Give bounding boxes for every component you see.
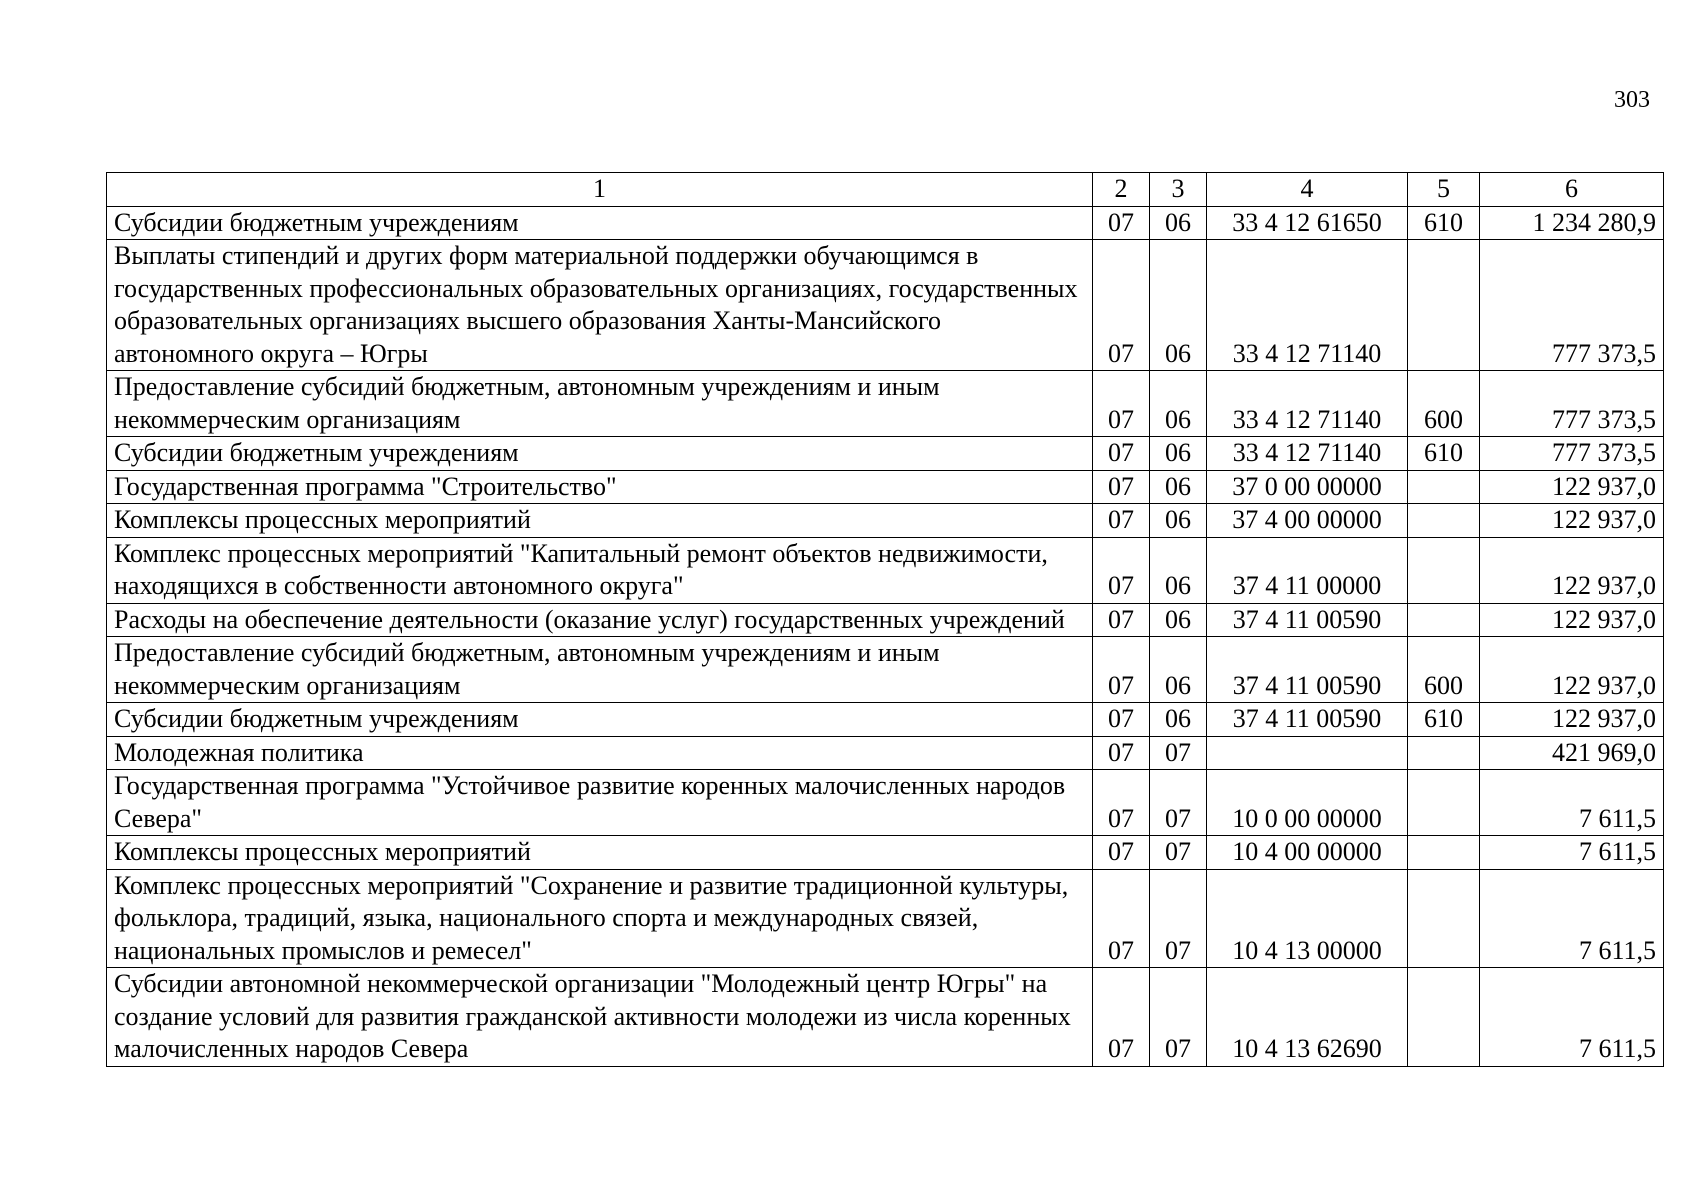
- amount-cell: 122 937,0: [1480, 470, 1664, 504]
- section-code-cell: 07: [1093, 603, 1150, 637]
- amount-cell: 7 611,5: [1480, 968, 1664, 1067]
- amount-cell: 777 373,5: [1480, 371, 1664, 437]
- table-row: [107, 703, 1664, 737]
- expense-type-cell: [1408, 504, 1480, 538]
- target-article-cell: 10 4 13 00000: [1207, 869, 1408, 968]
- section-code-cell: 07: [1093, 206, 1150, 240]
- target-article-cell: 37 4 11 00590: [1207, 637, 1408, 703]
- row-name-cell: Комплекс процессных мероприятий "Капитальный ремонт объектов недвижимости, находящихся в собственности автономного округа": [107, 537, 1093, 603]
- target-article-cell: 10 0 00 00000: [1207, 770, 1408, 836]
- amount-cell: 777 373,5: [1480, 240, 1664, 371]
- table-row: [107, 637, 1664, 703]
- expense-type-cell: 600: [1408, 637, 1480, 703]
- table-row: [107, 603, 1664, 637]
- target-article-cell: 10 4 00 00000: [1207, 836, 1408, 870]
- header-cell-6: 6: [1480, 173, 1664, 207]
- target-article-cell: 33 4 12 71140: [1207, 371, 1408, 437]
- section-code-cell: 07: [1093, 770, 1150, 836]
- row-name-cell: Субсидии бюджетным учреждениям: [107, 437, 1093, 471]
- target-article-cell: 37 4 11 00590: [1207, 603, 1408, 637]
- subsection-code-cell: 07: [1150, 836, 1207, 870]
- subsection-code-cell: 07: [1150, 736, 1207, 770]
- row-name-cell: Государственная программа "Устойчивое развитие коренных малочисленных народов Севера": [107, 770, 1093, 836]
- amount-cell: 122 937,0: [1480, 504, 1664, 538]
- target-article-cell: 37 4 11 00590: [1207, 703, 1408, 737]
- section-code-cell: 07: [1093, 437, 1150, 471]
- header-cell-2: 2: [1093, 173, 1150, 207]
- expense-type-cell: 600: [1408, 371, 1480, 437]
- subsection-code-cell: 06: [1150, 240, 1207, 371]
- amount-cell: 7 611,5: [1480, 836, 1664, 870]
- subsection-code-cell: 07: [1150, 770, 1207, 836]
- section-code-cell: 07: [1093, 637, 1150, 703]
- subsection-code-cell: 06: [1150, 206, 1207, 240]
- expense-type-cell: [1408, 869, 1480, 968]
- expense-type-cell: [1408, 537, 1480, 603]
- subsection-code-cell: 07: [1150, 968, 1207, 1067]
- row-name-cell: Комплекс процессных мероприятий "Сохранение и развитие традиционной культуры, фольклора, традиций, языка, национального спорта и международных связей, национальных промыслов и ремесел": [107, 869, 1093, 968]
- subsection-code-cell: 06: [1150, 504, 1207, 538]
- target-article-cell: 37 4 00 00000: [1207, 504, 1408, 538]
- header-cell-3: 3: [1150, 173, 1207, 207]
- row-name-cell: Расходы на обеспечение деятельности (оказание услуг) государственных учреждений: [107, 603, 1093, 637]
- expense-type-cell: [1408, 836, 1480, 870]
- section-code-cell: 07: [1093, 968, 1150, 1067]
- table-row: [107, 869, 1664, 968]
- table-row: [107, 371, 1664, 437]
- amount-cell: 122 937,0: [1480, 537, 1664, 603]
- table-row: [107, 470, 1664, 504]
- row-name-cell: Комплексы процессных мероприятий: [107, 504, 1093, 538]
- expense-type-cell: [1408, 603, 1480, 637]
- table-row: [107, 968, 1664, 1067]
- subsection-code-cell: 06: [1150, 371, 1207, 437]
- expense-type-cell: [1408, 770, 1480, 836]
- row-name-cell: Субсидии автономной некоммерческой организации "Молодежный центр Югры" на создание условий для развития гражданской активности молодежи из числа коренных малочисленных народов Севера: [107, 968, 1093, 1067]
- table-row: [107, 504, 1664, 538]
- expense-type-cell: 610: [1408, 206, 1480, 240]
- section-code-cell: 07: [1093, 240, 1150, 371]
- target-article-cell: 33 4 12 71140: [1207, 437, 1408, 471]
- section-code-cell: 07: [1093, 371, 1150, 437]
- row-name-cell: Выплаты стипендий и других форм материальной поддержки обучающимся в государственных профессиональных образовательных организациях, государственных образовательных организациях высшего образования Ханты-Мансийского автономного округа – Югры: [107, 240, 1093, 371]
- row-name-cell: Предоставление субсидий бюджетным, автономным учреждениям и иным некоммерческим организациям: [107, 371, 1093, 437]
- target-article-cell: 37 0 00 00000: [1207, 470, 1408, 504]
- subsection-code-cell: 06: [1150, 637, 1207, 703]
- table-row: [107, 836, 1664, 870]
- section-code-cell: 07: [1093, 504, 1150, 538]
- section-code-cell: 07: [1093, 869, 1150, 968]
- expense-type-cell: [1408, 968, 1480, 1067]
- expense-type-cell: [1408, 736, 1480, 770]
- amount-cell: 7 611,5: [1480, 770, 1664, 836]
- amount-cell: 122 937,0: [1480, 637, 1664, 703]
- table-row: [107, 437, 1664, 471]
- table-row: [107, 206, 1664, 240]
- section-code-cell: 07: [1093, 537, 1150, 603]
- header-cell-4: 4: [1207, 173, 1408, 207]
- amount-cell: 1 234 280,9: [1480, 206, 1664, 240]
- expense-type-cell: [1408, 240, 1480, 371]
- row-name-cell: Субсидии бюджетным учреждениям: [107, 703, 1093, 737]
- target-article-cell: 37 4 11 00000: [1207, 537, 1408, 603]
- target-article-cell: 33 4 12 71140: [1207, 240, 1408, 371]
- page-number: 303: [1614, 87, 1650, 113]
- target-article-cell: 33 4 12 61650: [1207, 206, 1408, 240]
- header-cell-1: 1: [107, 173, 1093, 207]
- subsection-code-cell: 06: [1150, 470, 1207, 504]
- budget-table: [106, 172, 1664, 1067]
- expense-type-cell: [1408, 470, 1480, 504]
- amount-cell: 421 969,0: [1480, 736, 1664, 770]
- target-article-cell: [1207, 736, 1408, 770]
- table-row: [107, 240, 1664, 371]
- expense-type-cell: 610: [1408, 437, 1480, 471]
- row-name-cell: Субсидии бюджетным учреждениям: [107, 206, 1093, 240]
- section-code-cell: 07: [1093, 470, 1150, 504]
- row-name-cell: Молодежная политика: [107, 736, 1093, 770]
- subsection-code-cell: 07: [1150, 869, 1207, 968]
- row-name-cell: Предоставление субсидий бюджетным, автономным учреждениям и иным некоммерческим организациям: [107, 637, 1093, 703]
- row-name-cell: Государственная программа "Строительство": [107, 470, 1093, 504]
- table-row: [107, 736, 1664, 770]
- amount-cell: 122 937,0: [1480, 603, 1664, 637]
- subsection-code-cell: 06: [1150, 703, 1207, 737]
- expense-type-cell: 610: [1408, 703, 1480, 737]
- row-name-cell: Комплексы процессных мероприятий: [107, 836, 1093, 870]
- section-code-cell: 07: [1093, 703, 1150, 737]
- amount-cell: 7 611,5: [1480, 869, 1664, 968]
- subsection-code-cell: 06: [1150, 537, 1207, 603]
- amount-cell: 122 937,0: [1480, 703, 1664, 737]
- target-article-cell: 10 4 13 62690: [1207, 968, 1408, 1067]
- table-row: [107, 770, 1664, 836]
- table-header-row: [107, 173, 1664, 207]
- header-cell-5: 5: [1408, 173, 1480, 207]
- subsection-code-cell: 06: [1150, 437, 1207, 471]
- section-code-cell: 07: [1093, 736, 1150, 770]
- subsection-code-cell: 06: [1150, 603, 1207, 637]
- table-row: [107, 537, 1664, 603]
- section-code-cell: 07: [1093, 836, 1150, 870]
- amount-cell: 777 373,5: [1480, 437, 1664, 471]
